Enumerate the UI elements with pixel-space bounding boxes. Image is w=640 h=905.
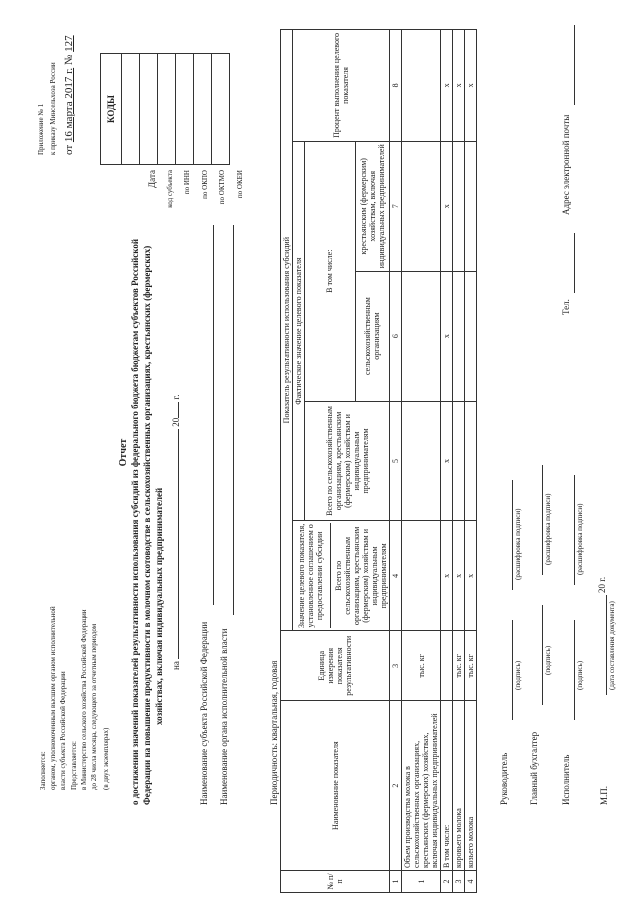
code-oktmo-cell[interactable]	[194, 54, 212, 165]
table-row: 1 Объем производства молока в сельскохозяйственных организациях, крестьянских (фермерских) хозяйствах, включая индивидуальных предпринимателей тыс. кг	[402, 30, 441, 893]
executor-label: Исполнитель	[561, 754, 571, 805]
col-num-header: № п/п	[281, 871, 390, 893]
code-label-inn: по ИНН	[183, 170, 191, 195]
table-row: 2 В том числе: х х х х х	[441, 30, 453, 893]
report-date-line: на 20 г.	[171, 394, 181, 670]
subject-label: Наименование субъекта Российской Федерации	[199, 621, 209, 805]
head-sign-line[interactable]	[512, 620, 513, 720]
col-unit-header: Единица измерения показателя результативности	[281, 631, 390, 701]
appendix-line-3: от 16 марта 2017 г. № 127	[63, 35, 75, 155]
code-label-subject: код субъекта	[166, 170, 174, 208]
actual-total-header: Всего по сельскохозяйственным организациям, крестьянским (фермерским) хозяйствам и индивидуальным предпринимателям	[305, 401, 390, 521]
report-title-line-1: о достижении значений показателей результативности использования субсидий из федерального бюджета бюджетам субъектов Российской	[130, 238, 140, 805]
chief-accountant-label: Главный бухгалтер	[529, 731, 539, 805]
doc-date-caption: (дата составления документа)	[608, 601, 616, 690]
col-name-header: Наименование показателя	[281, 701, 390, 871]
report-title-line-2: Федерации на повышение продуктивности в молочном скотоводстве в сельскохозяйственных организациях, крестьянских (фермерских)	[142, 245, 152, 805]
subject-field-line[interactable]	[213, 225, 214, 605]
tel-field[interactable]	[574, 233, 575, 293]
report-title-line-3: хозяйствах, включая индивидуальных предпринимателей	[154, 487, 164, 725]
executor-decode-line[interactable]	[574, 475, 575, 585]
authority-field-line[interactable]	[233, 225, 234, 615]
report-year-blank[interactable]	[178, 402, 179, 418]
code-label-okei: по ОКЕИ	[236, 170, 244, 199]
results-header: Показатель результативности использования субсидий	[281, 30, 293, 631]
mp-label: М.П.	[599, 785, 609, 805]
table-row: 3 коровьего молока тыс. кг х х	[453, 30, 465, 893]
actual-header: Фактическое значение целевого показателя	[293, 141, 305, 521]
head-decode-line[interactable]	[512, 480, 513, 590]
doc-year: 20 г.	[597, 576, 607, 593]
incl-header: В том числе:	[305, 141, 356, 401]
farm-header: крестьянским (фермерским) хозяйствам, включая индивидуальных предпринимателей	[355, 141, 389, 271]
appendix-number: 127	[63, 35, 75, 52]
code-label-date: Дата	[147, 170, 157, 188]
code-okei-cell[interactable]	[212, 54, 230, 165]
accountant-decode-line[interactable]	[542, 465, 543, 575]
email-field[interactable]	[574, 25, 575, 105]
periodicity: Периодичность: квартальная, годовая	[269, 660, 279, 805]
codes-header: КОДЫ	[101, 54, 122, 165]
code-label-okpo: по ОКПО	[201, 170, 209, 199]
executor-sign-line[interactable]	[574, 620, 575, 720]
email-label: Адрес электронной почты	[561, 114, 571, 215]
appendix-line-2: к приказу Минсельхоза России	[49, 62, 57, 155]
appendix-line-1: Приложение № 1	[37, 103, 45, 155]
colnum-row: 1 2 3 4 5 6 7 8	[390, 30, 402, 893]
code-subject-cell[interactable]	[140, 54, 158, 165]
code-label-oktmo: по ОКТМО	[218, 170, 226, 205]
tel-label: Тел.	[561, 299, 571, 315]
appendix-date: 16 марта 2017 г.	[63, 67, 75, 143]
percent-header: Процент выполнения целевого показателя	[293, 30, 390, 142]
table-row: 4 козьего молока тыс. кг х х	[465, 30, 477, 893]
code-okpo-cell[interactable]	[176, 54, 194, 165]
target-group-header: Значение целевого показателя, установленное соглашением о предоставлении субсидии Всего по сельскохозяйственным организациям, крестьянским (фермерским) хозяйствам и индивидуальным предпринимателям	[293, 521, 390, 631]
report-form: Приложение № 1 к приказу Минсельхоза России от 16 марта 2017 г. № 127 Заполняется: органом, уполномоченным высшим органом исполнительной власти субъекта Российской Федерации Представляется: в Министерство сельского хозяйства Российской Федерации до 28 числа месяца, следующего за отчетным периодом (в двух экземплярах) КОДЫ Дата код субъекта по ИНН по ОКПО по ОКТМО по ОКЕИ Отчет о достижении значений показателей результативности использования субсидий из федерального бюджета бюджетам субъектов Российской Федерации на повышение продуктивности в молочном скотоводстве в сельскохозяйственных организациях, крестьянских (фермерских) хозяйствах, включая индивидуальных предпринимателей на 20 г. Наименование субъекта Российской Федерации Наименование органа исполнительной власти Периодичность: квартальная, годовая № п/п Наименование показателя Единица измерения показателя результативности Показатель результативности использования субсидий Значение целевого показателя, установленное соглашением о предоставлении субсидии Всего по сельскохозяйственным организациям, крестьянским (фермерским) хозяйствам и индивидуальным предпринимателям Фактическое значение целевого показателя Процент выполнения целевого показателя Всего по сельскохозяйственным организациям, крестьянским (фермерским) хозяйствам и индивидуальным предпринимателям В том числе: сельскохозяйственным организациям крестьянским (фермерским) хозяйствам, включая индивидуальных предпринимателей 1 2 3 4 5 6 7 8 1 Объем производства молока в сельскохозяйственных организациях, крестьянских (фермерских) хозяйствах, включая индивидуальных предпринимателей тыс. кг 2 В том числе: х х х х х 3 коровьего молока тыс. кг х х 4 козьего молока тыс. кг х х Руководитель (подпись) (расшифровка подписи) Главный бухгалтер (подпись) (расшифровка подписи) Исполнитель (подпись) (расшифровка подписи) Тел. Адрес электронной почты М.П. 20 г. (дата составления документа)	[0, 0, 640, 905]
report-title-word: Отчет	[118, 438, 129, 467]
report-date-blank[interactable]	[178, 429, 179, 659]
target-total-header: Всего по сельскохозяйственным организациям, крестьянским (фермерским) хозяйствам и индивидуальным предпринимателям	[330, 523, 388, 628]
head-label: Руководитель	[499, 752, 509, 805]
accountant-sign-line[interactable]	[542, 605, 543, 705]
agri-header: сельскохозяйственным организациям	[355, 271, 389, 401]
code-inn-cell[interactable]	[158, 54, 176, 165]
doc-date-line[interactable]	[606, 595, 607, 695]
authority-label: Наименование органа исполнительной власти	[219, 628, 229, 805]
indicators-table	[280, 29, 477, 893]
